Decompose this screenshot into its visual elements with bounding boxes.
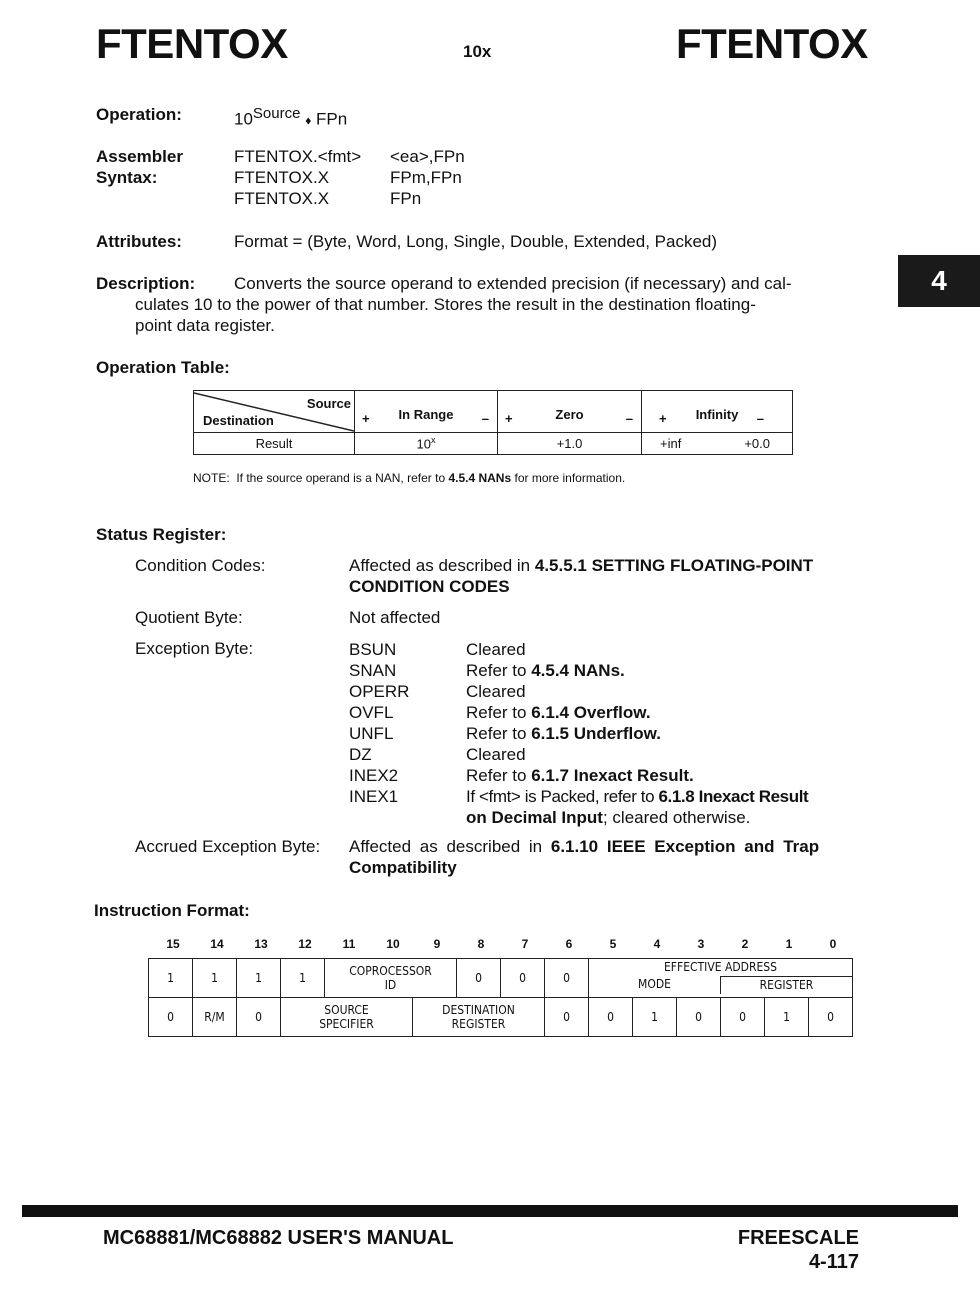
- source-specifier-field: SOURCE SPECIFIER: [281, 998, 413, 1037]
- exception-desc: Refer to 6.1.4 Overflow.: [466, 703, 651, 722]
- effective-address-field: [589, 959, 853, 998]
- chapter-tab: 4: [898, 255, 980, 307]
- syntax-ops-1: <ea>,FPn: [390, 147, 465, 166]
- note: [193, 471, 625, 485]
- exception-desc: Refer to 4.5.4 NANs.: [466, 661, 625, 680]
- bit-cell: 0: [677, 998, 721, 1037]
- bit-number: 5: [609, 937, 617, 951]
- bit-number: 6: [565, 937, 573, 951]
- operation-sup: Source: [252, 105, 301, 122]
- footer-rule: [22, 1205, 958, 1217]
- exception-desc-continued: on Decimal Input; cleared otherwise.: [466, 808, 751, 827]
- bit-cell: 0: [501, 959, 545, 998]
- quotient-byte-label: Quotient Byte:: [135, 608, 243, 627]
- exception-desc: Cleared: [466, 745, 526, 764]
- exception-name: BSUN: [349, 640, 397, 659]
- note-ref: 4.5.4 NANs: [448, 471, 512, 485]
- bit-cell: 0: [545, 998, 589, 1037]
- description-line-3: point data register.: [135, 316, 275, 335]
- plus-sign: +: [362, 411, 370, 426]
- cell-zero: +1.0: [498, 433, 642, 455]
- col-in-range: [355, 391, 498, 433]
- bit-cell: 1: [149, 959, 193, 998]
- description-line-1: Converts the source operand to extended precision (if necessary) and cal-: [234, 274, 792, 293]
- bit-cell: 1: [281, 959, 325, 998]
- footer-brand: FREESCALE: [737, 1227, 859, 1249]
- exception-byte-label: Exception Byte:: [135, 639, 254, 658]
- cell-inf-plus: +inf: [660, 436, 682, 451]
- bit-number: 13: [254, 937, 268, 951]
- exception-name: DZ: [349, 745, 372, 764]
- col-infinity-label: Infinity: [695, 406, 739, 422]
- bit-cell: 0: [545, 959, 589, 998]
- row-label-result: Result: [194, 433, 355, 455]
- exception-name: INEX1: [349, 787, 399, 806]
- bit-cell: 0: [589, 998, 633, 1037]
- corner-source: Source: [306, 396, 351, 411]
- exception-desc: Cleared: [466, 682, 526, 701]
- page-title-left: FTENTOX: [96, 20, 288, 67]
- col-zero-label: Zero: [555, 406, 584, 422]
- exception-name: OPERR: [349, 682, 410, 701]
- exception-name: UNFL: [349, 724, 394, 743]
- destination-register-field: DESTINATION REGISTER: [413, 998, 545, 1037]
- register-label: REGISTER: [720, 976, 852, 994]
- syntax-ops-3: FPn: [390, 189, 422, 208]
- bit-number: 0: [829, 937, 837, 951]
- condition-codes-ref: 4.5.5.1 SETTING FLOATING-POINT: [534, 556, 814, 575]
- cell-in-range: 10$^x$: [355, 433, 498, 455]
- exception-name: INEX2: [349, 766, 399, 785]
- bit-number: 2: [741, 937, 749, 951]
- bit-number: 3: [697, 937, 705, 951]
- col-in-range-label: In Range: [398, 406, 454, 422]
- note-suffix: for more information.: [511, 471, 626, 485]
- instruction-format-label: Instruction Format:: [94, 901, 250, 920]
- operation-label: Operation:: [96, 105, 182, 124]
- cell-inf-minus: +0.0: [744, 436, 770, 451]
- bit-cell: 1: [193, 959, 237, 998]
- bit-cell: 0: [809, 998, 853, 1037]
- bit-cell: 0: [237, 998, 281, 1037]
- bit-number: 12: [298, 937, 312, 951]
- bit-cell: 1: [633, 998, 677, 1037]
- bit-number: 8: [477, 937, 485, 951]
- bit-number: 7: [521, 937, 529, 951]
- description-line-2: culates 10 to the power of that number. Stores the result in the destination floating-: [135, 295, 756, 314]
- operation-base: 10: [234, 109, 253, 129]
- assembler-label: Assembler: [96, 147, 183, 166]
- exception-desc: Refer to 6.1.7 Inexact Result.: [466, 766, 694, 785]
- plus-sign: +: [505, 411, 513, 426]
- bit-cell: 1: [765, 998, 809, 1037]
- bit-number: 11: [342, 937, 356, 951]
- bit-number: 9: [433, 937, 441, 951]
- corner-cell: [194, 391, 355, 433]
- operation-table: [193, 390, 793, 455]
- quotient-byte-text: Not affected: [349, 608, 441, 627]
- exception-descriptions: [466, 639, 808, 828]
- exception-desc: If <fmt> is Packed, refer to 6.1.8 Inexact Result: [466, 787, 809, 806]
- minus-sign: –: [481, 411, 489, 426]
- cell-infinity: [642, 433, 793, 455]
- bit-number: 15: [166, 937, 180, 951]
- footer-manual-title: MC68881/MC68882 USER'S MANUAL: [103, 1227, 454, 1249]
- description-label: Description:: [96, 274, 196, 293]
- attributes-label: Attributes:: [96, 232, 182, 251]
- syntax-ops-2: FPm,FPn: [390, 168, 462, 187]
- accrued-exception-label: Accrued Exception Byte:: [135, 837, 321, 856]
- rm-cell: R/M: [193, 998, 237, 1037]
- exception-desc: Refer to 6.1.5 Underflow.: [466, 724, 661, 743]
- attributes-text: Format = (Byte, Word, Long, Single, Double, Extended, Packed): [234, 232, 718, 251]
- syntax-mnem-3: FTENTOX.X: [234, 189, 330, 208]
- bit-number: 4: [653, 937, 661, 951]
- accrued-exception-ref: 6.1.10 IEEE Exception and Trap: [550, 837, 820, 856]
- instruction-format-table: [148, 958, 853, 1037]
- operation-formula: [234, 105, 347, 130]
- syntax-mnem-2: FTENTOX.X: [234, 168, 330, 187]
- bit-number: 10: [386, 937, 400, 951]
- accrued-exception-text: Affected as described in 6.1.10 IEEE Exception and Trap: [349, 837, 820, 856]
- minus-sign: –: [756, 411, 764, 426]
- page-subtitle: 10x: [463, 42, 492, 61]
- effective-address-label: EFFECTIVE ADDRESS: [663, 960, 778, 974]
- coprocessor-id-field: COPROCESSOR ID: [325, 959, 457, 998]
- bit-number: 14: [210, 937, 224, 951]
- footer-page-number: 4-117: [808, 1251, 859, 1273]
- condition-codes-label: Condition Codes:: [135, 556, 266, 575]
- condition-codes-text: Affected as described in 4.5.5.1 SETTING FLOATING-POINT: [349, 556, 814, 575]
- arrow-icon: ♦: [305, 113, 312, 128]
- exception-name: SNAN: [349, 661, 397, 680]
- plus-sign: +: [659, 411, 667, 426]
- bit-number: 1: [785, 937, 793, 951]
- note-text: If the source operand is a NAN, refer to: [236, 471, 449, 485]
- corner-destination: Destination: [203, 413, 274, 428]
- condition-codes-ref-2: CONDITION CODES: [349, 577, 510, 596]
- exception-name: OVFL: [349, 703, 394, 722]
- bit-cell: 1: [237, 959, 281, 998]
- exception-names: [349, 639, 409, 807]
- col-infinity: [642, 391, 793, 433]
- mode-label: MODE: [638, 977, 671, 991]
- operation-dest: FPn: [316, 109, 348, 129]
- syntax-mnem-1: FTENTOX.<fmt>: [234, 147, 362, 166]
- minus-sign: –: [625, 411, 633, 426]
- bit-cell: 0: [721, 998, 765, 1037]
- note-prefix: NOTE:: [193, 471, 230, 485]
- page-title-right: FTENTOX: [676, 20, 868, 67]
- col-zero: [498, 391, 642, 433]
- operation-table-label: Operation Table:: [96, 358, 230, 377]
- bit-cell: 0: [149, 998, 193, 1037]
- status-register-label: Status Register:: [96, 525, 227, 544]
- bit-cell: 0: [457, 959, 501, 998]
- accrued-exception-ref-2: Compatibility: [349, 858, 457, 877]
- exception-desc: Cleared: [466, 640, 526, 659]
- syntax-label: Syntax:: [96, 168, 158, 187]
